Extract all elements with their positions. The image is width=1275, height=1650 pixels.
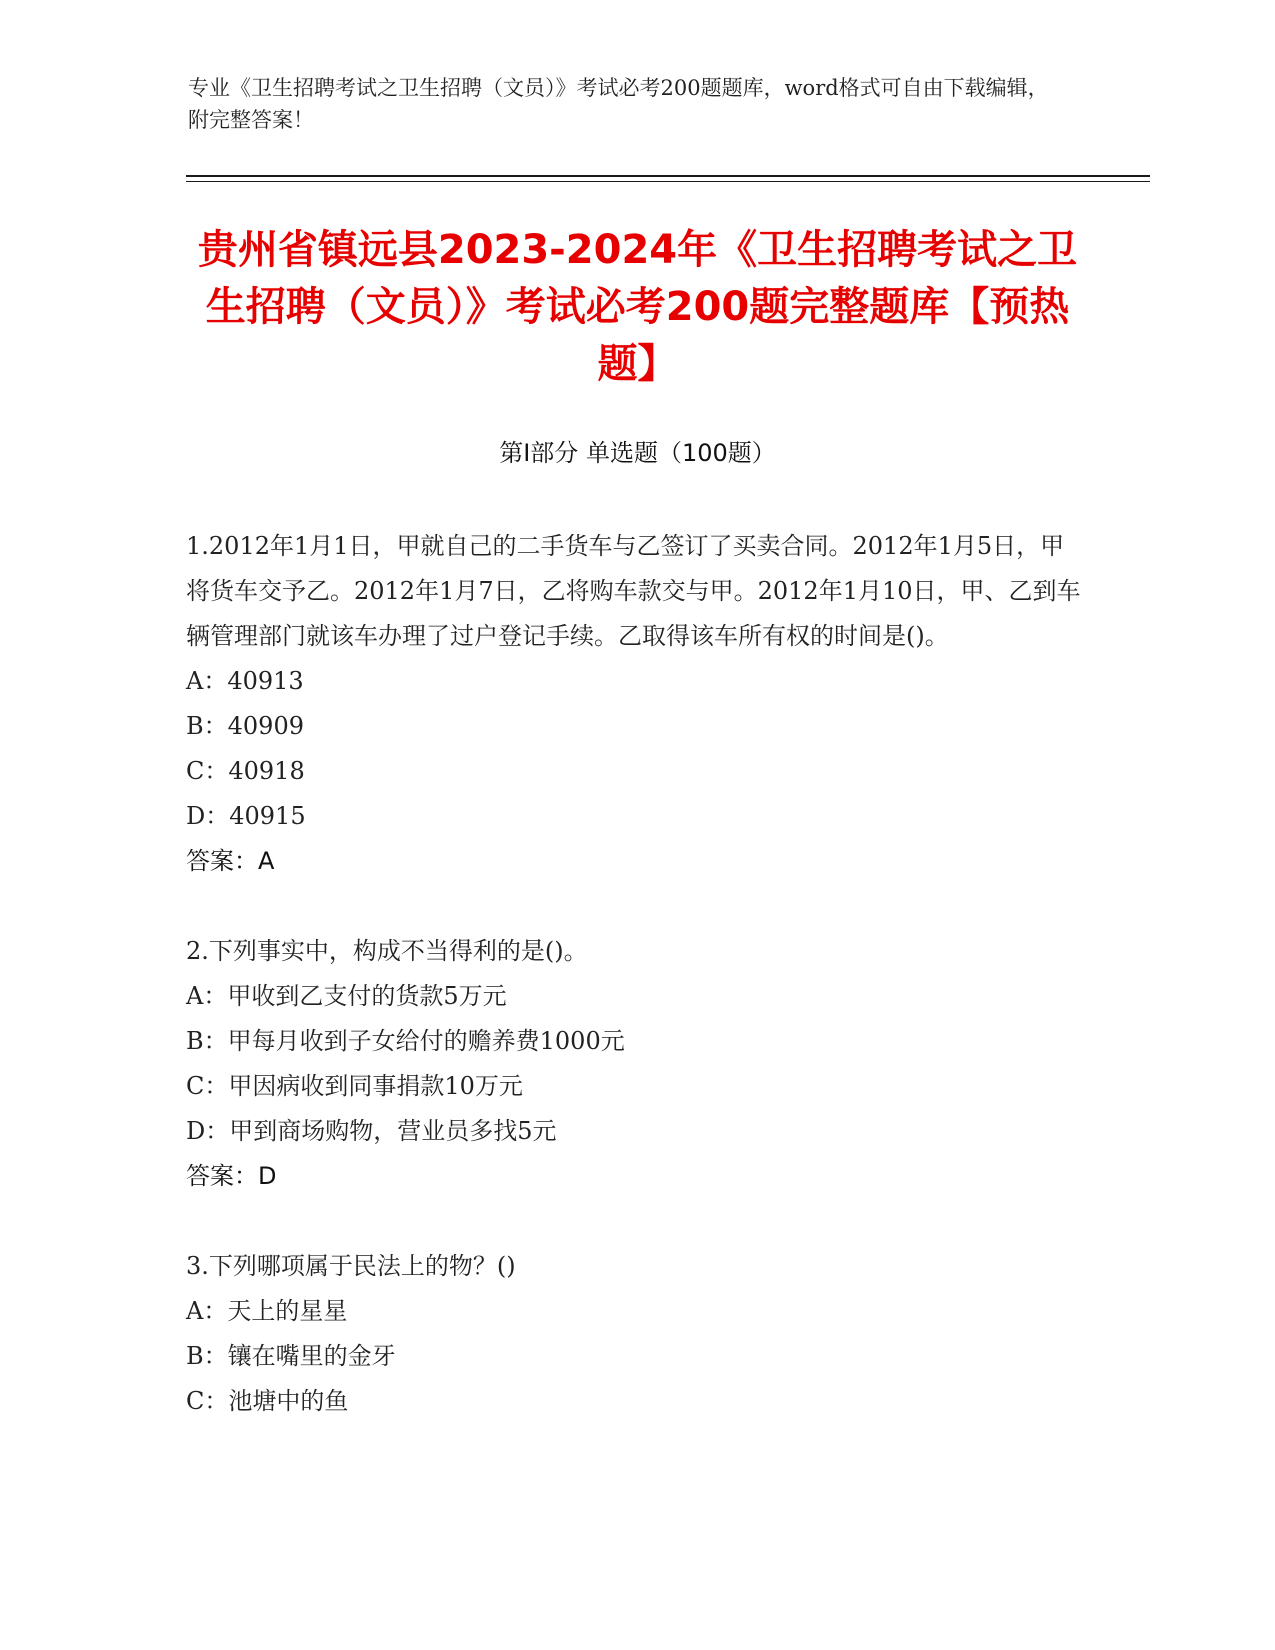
option-c: C：甲因病收到同事捐款10万元 (186, 1072, 523, 1100)
question-list (186, 524, 1086, 1469)
option-b: B：镶在嘴里的金牙 (186, 1342, 396, 1370)
option-c: C：40918 (186, 757, 305, 785)
question-stem: 1.2012年1月1日，甲就自己的二手货车与乙签订了买卖合同。2012年1月5日，甲将货车交予乙。2012年1月7日，乙将购车款交与甲。2012年1月10日，甲、乙到车辆管理部门就该车办理了过户登记手续。乙取得该车所有权的时间是()。 (186, 532, 1081, 650)
section-heading: 第I部分 单选题（100题） (499, 439, 776, 467)
option-d: D：40915 (186, 802, 306, 830)
option-a: A：甲收到乙支付的货款5万元 (186, 982, 507, 1010)
option-a: A：40913 (186, 667, 304, 695)
option-a: A：天上的星星 (186, 1297, 348, 1325)
header-rule-thick (186, 175, 1150, 177)
answer-line: 答案：D (186, 1162, 277, 1190)
document-title: 贵州省镇远县2023-2024年《卫生招聘考试之卫生招聘（文员）》考试必考200题完整题库【预热题】 (197, 227, 1078, 387)
question-3 (186, 1244, 1086, 1424)
header-note: 专业《卫生招聘考试之卫生招聘（文员）》考试必考200题题库，word格式可自由下载编辑，附完整答案！ (188, 76, 1049, 132)
question-stem: 3.下列哪项属于民法上的物？() (186, 1252, 516, 1280)
option-b: B：甲每月收到子女给付的赡养费1000元 (186, 1027, 625, 1055)
question-1 (186, 524, 1086, 884)
option-d: D：甲到商场购物，营业员多找5元 (186, 1117, 557, 1145)
option-c: C：池塘中的鱼 (186, 1387, 349, 1415)
question-stem: 2.下列事实中，构成不当得利的是()。 (186, 937, 588, 965)
header-rule-thin (186, 181, 1150, 182)
answer-line: 答案：A (186, 847, 275, 875)
option-b: B：40909 (186, 712, 304, 740)
question-2 (186, 929, 1086, 1199)
